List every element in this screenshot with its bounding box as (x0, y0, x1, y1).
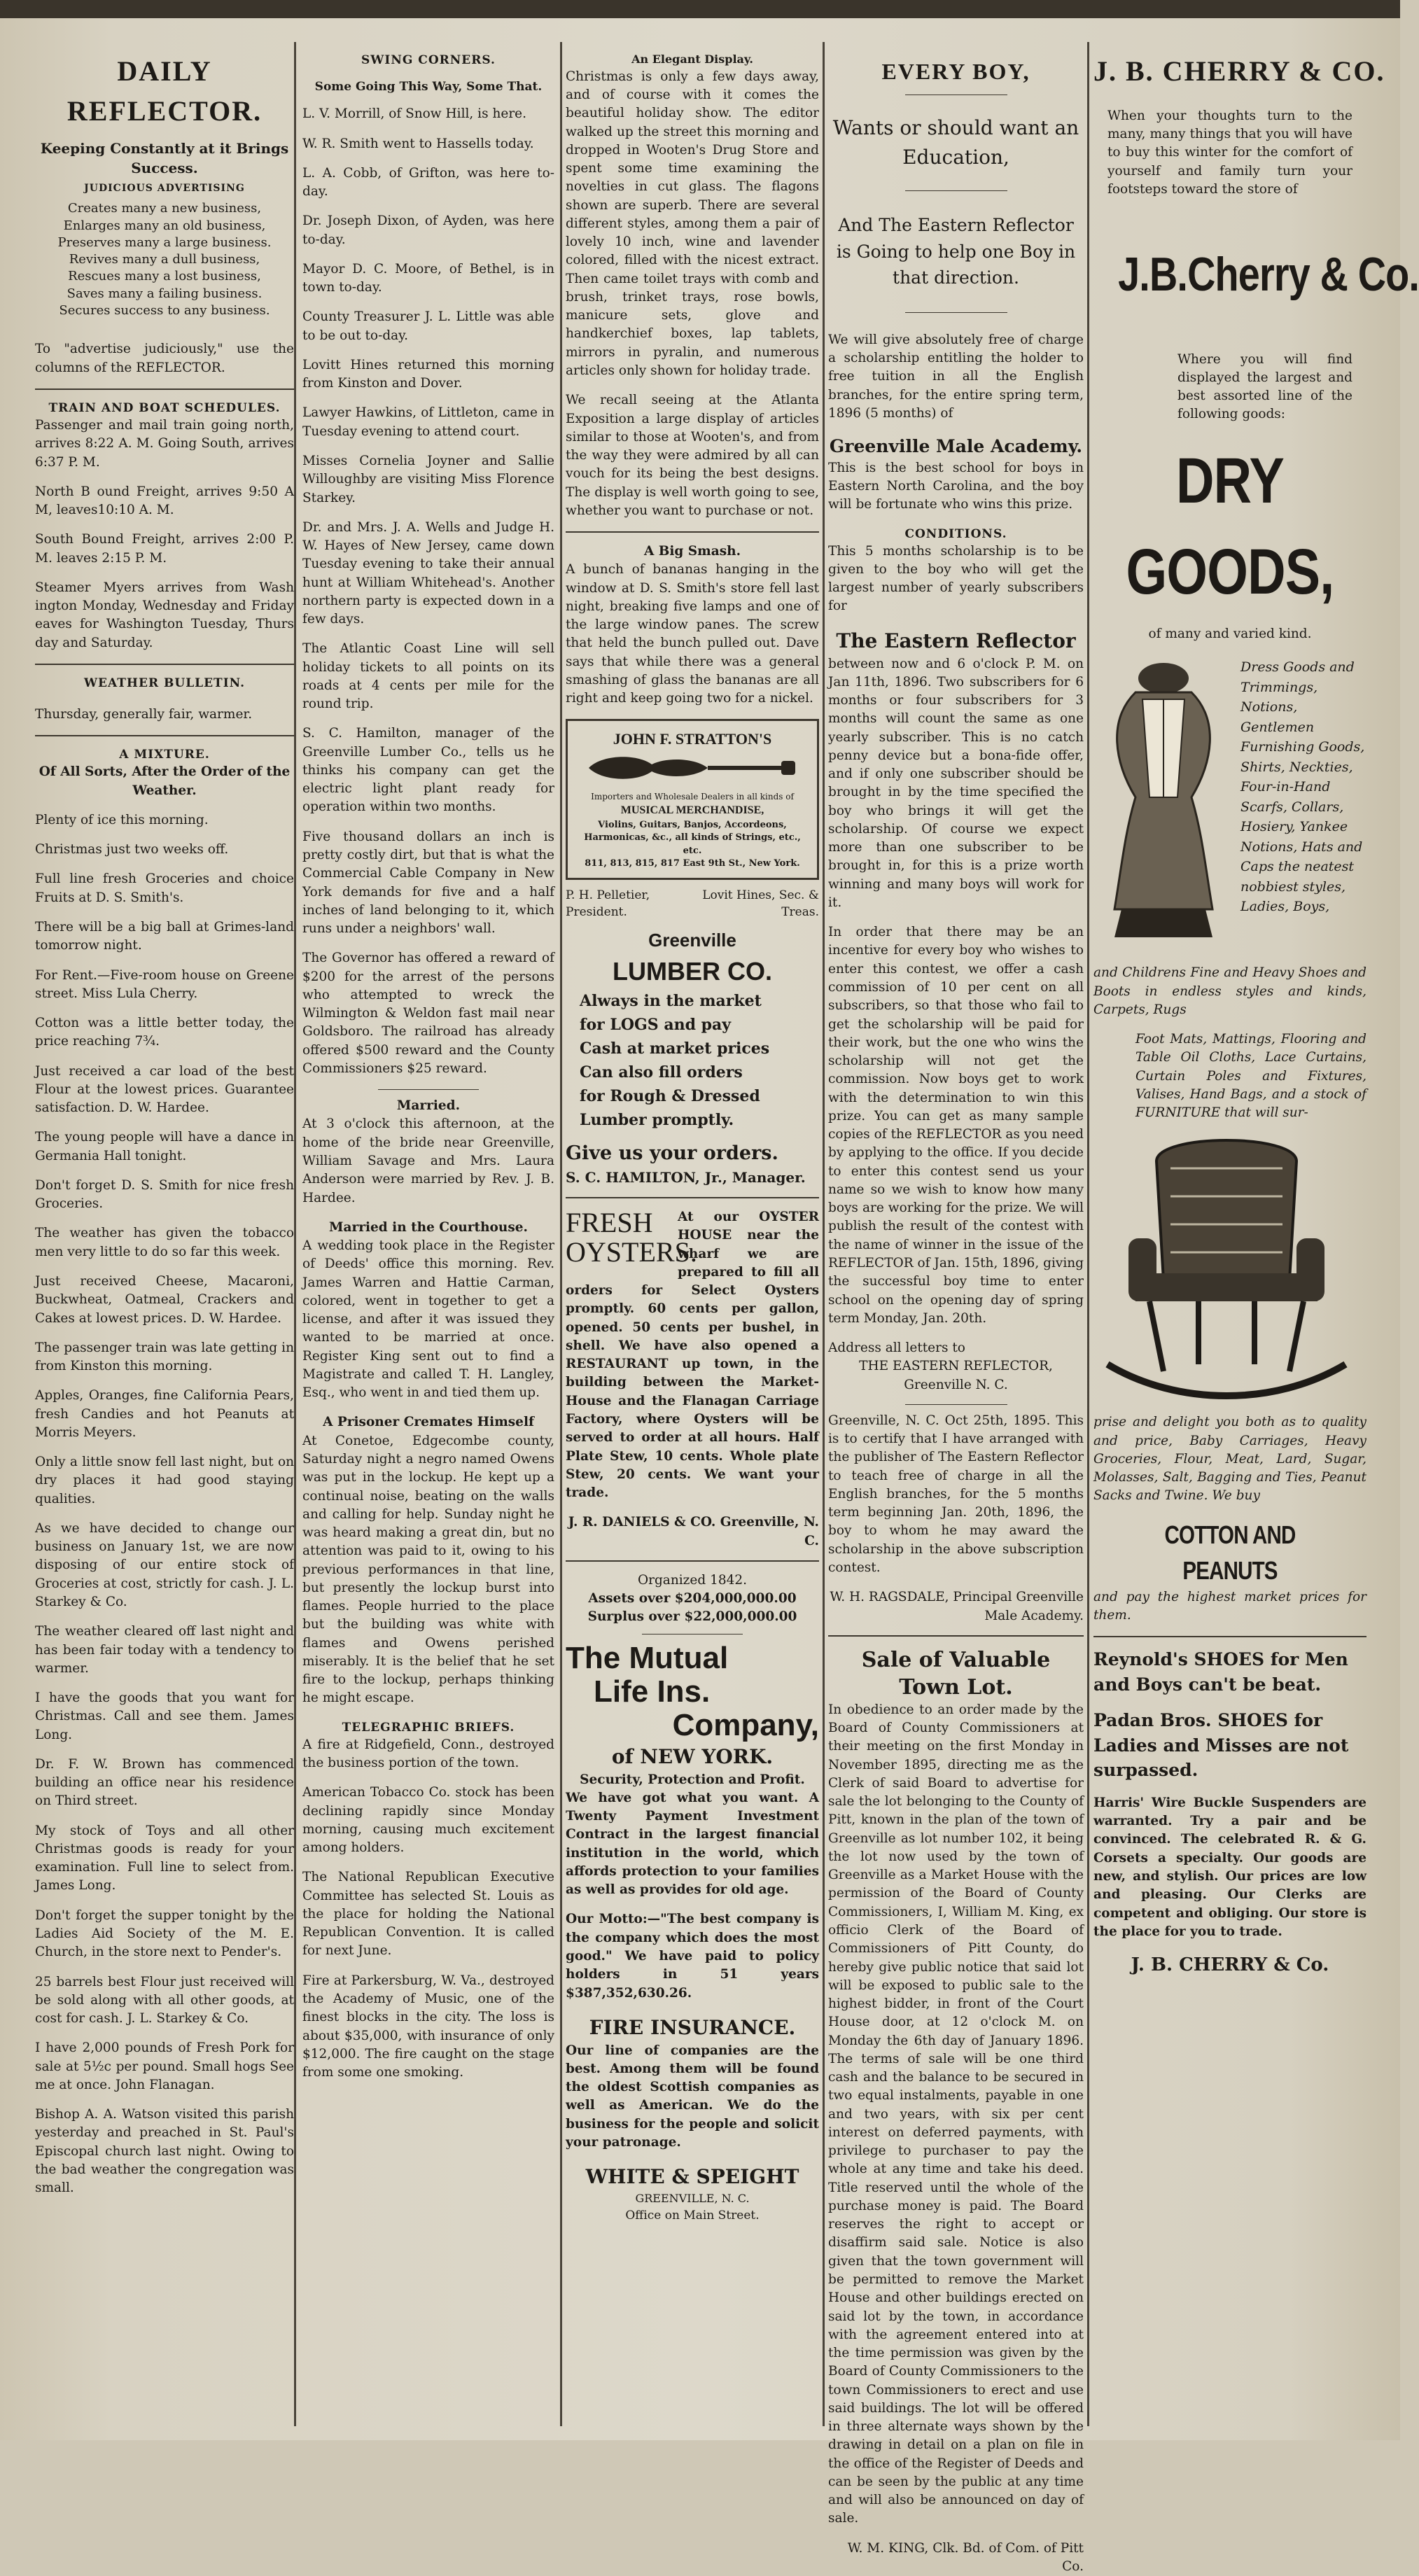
telegraphic-item: A fire at Ridgefield, Conn., destroyed the business portion of the town. (302, 1737, 554, 1771)
schedule-item: South Bound Freight, arrives 2:00 P. M. leaves 2:15 P. M. (35, 532, 294, 566)
column-rule (294, 42, 296, 2426)
dry-goods (1093, 435, 1366, 618)
column-1 (35, 52, 294, 2425)
adv-line: Preserves many a large business. (57, 234, 272, 250)
lumber-line: Lumber promptly. (580, 1111, 734, 1130)
mutual-title: Company, (672, 1708, 819, 1743)
display-text: We recall seeing at the Atlanta Exposition a large display of articles similar to those at Wooten's, and from the way they were admired by all can vouch for its being the best designs. The display is well worth going to see, whether you want to purchase or not. (566, 393, 819, 518)
local-item: The weather cleared off last night and has been fair today with a tendency to warmer. (35, 1624, 294, 1676)
officer-name: Lovit Hines, Sec. & Treas. (702, 888, 819, 919)
adv-line: Revives many a dull business, (69, 252, 260, 267)
column-4 (828, 52, 1084, 2574)
personal-item: Mayor D. C. Moore, of Bethel, is in town to-day. (302, 261, 554, 295)
masthead: DAILY REFLECTOR. (67, 55, 263, 127)
column-rule (823, 42, 825, 2426)
display-heading: An Elegant Display. (631, 52, 753, 66)
local-item: Don't forget D. S. Smith for nice fresh Groceries. (35, 1177, 294, 1212)
cherry-script (1093, 241, 1419, 309)
fire-text: Our line of companies are the best. Among them will be found the oldest Scottish companies as well as American. We do the business for the people and solicit your patronage. (566, 2043, 819, 2150)
cherry-found: Where you will find displayed the largest and best assorted line of the following goods: (1177, 351, 1352, 422)
schedule-heading: TRAIN AND BOAT SCHEDULES. (48, 400, 281, 415)
cotton-peanuts-text: COTTON AND PEANUTS (1164, 1520, 1296, 1585)
telegraphic-item: American Tobacco Co. stock has been declining rapidly since Monday morning, causing much excitement among holders. (302, 1785, 554, 1856)
white-speight-office: Office on Main Street. (625, 2208, 760, 2222)
local-item: There will be a big ball at Grimes-land tomorrow night. (35, 920, 294, 953)
lumber-manager: S. C. HAMILTON, Jr., Manager. (566, 1168, 806, 1186)
lumber-line: for LOGS and pay (580, 1015, 732, 1034)
personal-item: Five thousand dollars an inch is pretty costly dirt, but that is what the Commercial Cable Company in New York demands for five and a half inches of land belonging to it, which runs under a neighbors' wall. (302, 829, 554, 937)
corset-illustration-icon (1093, 657, 1233, 951)
stratton-line: MUSICAL MERCHANDISE, (620, 804, 764, 817)
offer-text: We will give absolutely free of charge a scholarship entitling the holder to free tuition in all the English branches, for the entire spring term, 1896 (5 months) of (828, 332, 1084, 421)
personal-item: Misses Cornelia Joyner and Sallie Willoughby are visiting Miss Florence Starkey. (302, 453, 554, 505)
address-text: THE EASTERN REFLECTOR, Greenville N. C. (859, 1359, 1053, 1392)
harris-text: Harris' Wire Buckle Suspenders are warranted. Try a pair and be convinced. The celebrated R. & G. Corsets a specialty. Our goods are new, and stylish. Our prices are low and pleasing. Our Clerks are competent and obliging. Our store is the place for you to trade. (1093, 1795, 1366, 1939)
adv-line: Saves many a failing business. (67, 286, 263, 301)
sale-text: In obedience to an order made by the Board of County Commissioners at their meeting on the first Monday in November 1895, directing me as the Clerk of said Board to advertise for sale the lot belonging to the County of Pitt, known in the plan of the town of Greenville as lot number 102, it being the lot now used by the town of Greenville as a Market House with the permission of the Board of County Commissioners, I, William M. King, ex officio Clerk of the Board of Commissioners of Pitt County, do hereby give public notice that said lot will be exposed to public sale to the highest bidder, in front of the Court House door, at 12 o'clock M. on Monday the 6th day of January 1896. The terms of sale will be one third cash and the balance to be secured in two equal instalments, payable in one and two years, with six per cent interest on deferred payments, with privilege to purchaser to pay the whole at any time and take his deed. Title reserved until the whole of the purchase money is paid. The Board reserves the right to accept or disaffirm said sale. Notice is also given that the town government will be permitted to remove the Market House and other buildings erected on said lot by the town, in accordance with the agreement entered into at the time permission was given by the Board of County Commissioners to the town Commissioners to erect and use said buildings. The lot will be offered in three alternate ways shown by the drawing in detail on a plan on file in the office of the Register of Deeds and can be seen by the public at any time and will also be announced on day of sale. (828, 1702, 1084, 2526)
courthouse-heading: Married in the Courthouse. (329, 1219, 528, 1235)
personal-item: Lawyer Hawkins, of Littleton, came in Tuesday evening to attend court. (302, 405, 554, 439)
local-item: As we have decided to change our business on January 1st, we are now disposing of our entire stock of Groceries at cost, strictly for cash. J. L. Starkey & Co. (35, 1520, 294, 1609)
personal-item: S. C. Hamilton, manager of the Greenville Lumber Co., tells us he thinks his company can get the electric light plant ready for operation within two months. (302, 726, 554, 815)
boy-help: And The Eastern Reflector is Going to help one Boy in that direction. (836, 215, 1076, 288)
local-item: Apples, Oranges, fine California Pears, fresh Candies and hot Peanuts at Morris Meyers. (35, 1388, 294, 1440)
personal-item: L. A. Cobb, of Grifton, was here to-day. (302, 165, 554, 200)
white-speight-name: WHITE & SPEIGHT (585, 2165, 799, 2189)
mutual-title: The Mutual (566, 1640, 729, 1675)
schedule-item: Passenger and mail train going north, arrives 8:22 A. M. Going South, arrives 6:37 P. M. (35, 417, 294, 470)
swing-corners-subheading: Some Going This Way, Some That. (314, 80, 543, 94)
adv-line: Creates many a new business, (67, 201, 262, 216)
mutual-surplus: Surplus over $22,000,000.00 (587, 1609, 797, 1625)
mutual-location: of NEW YORK. (611, 1744, 774, 1768)
white-speight-town: GREENVILLE, N. C. (635, 2191, 750, 2205)
condition-text: between now and 6 o'clock P. M. on Jan 11th, 1896. Two subscribers for 6 months or four subscribers for 3 months will count the same as one yearly subscriber. This is no catch penny device but a bona-fide offer, and if only one subscriber should be brought in by the time specified the boy who brings it will get the scholarship. Of course we expect more than one subscriber to be brought in, for this is a prize worth winning and many boys will work for it. (828, 656, 1084, 910)
certificate-text: Greenville, N. C. Oct 25th, 1895. This is to certify that I have arranged with the publisher of The Eastern Reflector to teach free of charge in all the English branches, for the 5 months term beginning Jan. 20th, 1896, the boy to whom he may award the scholarship in the above subscription contest. (828, 1413, 1084, 1575)
local-item: I have 2,000 pounds of Fresh Pork for sale at 5½c per pound. Small hogs See me at once. John Flanagan. (35, 2040, 294, 2092)
advertising-lines (35, 200, 294, 319)
every-boy-heading: EVERY BOY, (881, 59, 1030, 84)
lumber-line: for Rough & Dressed (580, 1087, 760, 1106)
married-text: At 3 o'clock this afternoon, at the home of the bride near Greenville, William Savage and Mrs. Laura Anderson were married by Rev. J. B. Hardee. (302, 1116, 554, 1205)
local-item: Christmas just two weeks off. (35, 842, 229, 858)
personal-item: Dr. and Mrs. J. A. Wells and Judge H. W. Hayes of New Jersey, came down Tuesday evening to take their annual hunt at William Whitehead's. Another northern party is expected down in a few days. (302, 519, 554, 627)
courthouse-text: A wedding took place in the Register of Deeds' office this morning. Rev. James Warren and Hattie Carman, colored, went in together to get a license, and after it was issued they wanted to be married at once. Register King sent out to find a Magistrate and called T. H. Langley, Esq., who went in and tied them up. (302, 1238, 554, 1401)
schedule-item: North B ound Freight, arrives 9:50 A M, leaves10:10 A. M. (35, 484, 294, 518)
sale-heading: Sale of Valuable Town Lot. (861, 1647, 1051, 1700)
fire-heading: FIRE INSURANCE. (589, 2015, 796, 2039)
personal-item: Lovitt Hines returned this morning from Kinston and Dover. (302, 357, 554, 391)
lumber-cta: Give us your orders. (566, 1142, 778, 1165)
advertise-note: To "advertise judiciously," use the columns of the REFLECTOR. (35, 342, 294, 375)
corset-block (1093, 657, 1366, 951)
mutual-tagline: Security, Protection and Profit. (580, 1772, 805, 1787)
lumber-officers (566, 887, 819, 920)
local-item: Plenty of ice this morning. (35, 812, 209, 827)
mixture-subheading: Of All Sorts, After the Order of the Weather. (39, 764, 291, 798)
advertising-heading: JUDICIOUS ADVERTISING (84, 183, 245, 195)
local-item: For Rent.—Five-room house on Greene street. Miss Lula Cherry. (35, 967, 294, 1001)
adv-line: Secures success to any business. (59, 303, 270, 318)
local-item: My stock of Toys and all other Christmas goods is ready for your examination. Full line to select from. James Long. (35, 1823, 294, 1893)
page-top-edge (0, 0, 1400, 18)
prize-text: prise and delight you both as to quality and price, Baby Carriages, Heavy Groceries, Flour, Meat, Lard, Sugar, Molasses, Salt, Bagging and Ties, Peanut Sacks and Twine. We buy (1093, 1415, 1366, 1504)
local-item: I have the goods that you want for Christmas. Call and see them. James Long. (35, 1690, 294, 1742)
cotton-peanuts (1093, 1517, 1366, 1588)
rocking-chair-illustration-icon (1093, 1133, 1359, 1413)
display-text: Christmas is only a few days away, and of course with it comes the beautiful holiday show. The editor walked up the street this morning and dropped in Wooten's Drug Store and spent some time examining the novelties in cut glass. The flagons shown are superb. There are several different styles, among them a pair of lovely 10 inch, wine and lavender colored, filled with the nicest extract. Then came toilet trays with comb and brush, trinket trays, rose bowls, manicure sets, glove and handkerchief boxes, lap tablets, mirrors in pyralin, and numerous articles only shown for holiday trade. (566, 69, 819, 378)
violin-icon (575, 750, 806, 785)
stratton-line: Importers and Wholesale Dealers in all kinds of (591, 791, 794, 802)
column-rule (1087, 42, 1089, 2426)
lumber-title: Greenville (648, 929, 736, 951)
local-item: 25 barrels best Flour just received will be sold along with all other goods, at cost for cash. J. L. Starkey & Co. (35, 1974, 294, 2026)
lumber-line: Always in the market (580, 991, 762, 1010)
personal-item: The Atlantic Coast Line will sell holiday tickets to all points on its roads at 4 cents per mile for the round trip. (302, 641, 554, 712)
oysters-title: FRESH OYSTERS. (566, 1207, 697, 1268)
mutual-organized: Organized 1842. (637, 1572, 748, 1588)
local-item: Cotton was a little better today, the price reaching 7¾. (35, 1016, 294, 1049)
officer-name: P. H. Pelletier, President. (566, 888, 650, 919)
smash-heading: A Big Smash. (643, 544, 741, 559)
shoes-text: and Childrens Fine and Heavy Shoes and Boots in endless styles and kinds, Carpets, Rugs (1093, 965, 1366, 1017)
personal-item: County Treasurer J. L. Little was able to be out to-day. (302, 309, 554, 343)
lumber-line: Cash at market prices (580, 1040, 770, 1058)
mixture-heading: A MIXTURE. (119, 748, 210, 762)
reynolds-text: Reynold's SHOES for Men and Boys can't be beat. (1093, 1649, 1348, 1695)
boy-wants: Wants or should want an Education, (832, 116, 1079, 169)
mutual-assets: Assets over $204,000,000.00 (588, 1591, 797, 1606)
column-3 (566, 52, 819, 2425)
local-item: The passenger train was late getting in from Kinston this morning. (35, 1340, 294, 1374)
column-rule (560, 42, 562, 2426)
lumber-lines (566, 989, 819, 1133)
local-item: Bishop A. A. Watson visited this parish yesterday and preached in St. Paul's Episcopal church last night. Owing to the bad weather the congregation was small. (35, 2107, 294, 2196)
local-item: The weather has given the tobacco men very little to do so far this week. (35, 1226, 294, 1259)
stratton-ad (566, 719, 819, 879)
adv-line: Rescues many a lost business, (68, 269, 261, 284)
local-item: Only a little snow fell last night, but on dry places it had good staying qualities. (35, 1455, 294, 1506)
prisoner-text: At Conetoe, Edgecombe county, Saturday night a negro named Owens was put in the lockup. He kept up a continual noise, beating on the walls and calling for help. Sunday night he was heard making a great din, but no attention was paid to it, owing to his previous performances in that line, but presently the lockup burst into flames. People hurried to the place but the building was white with flames and Owens perished miserably. It is the belief that he set fire to the lockup, perhaps thinking he might escape. (302, 1433, 554, 1706)
stratton-name: JOHN F. STRATTON'S (613, 730, 772, 748)
oysters-text: At our OYSTER HOUSE near the wharf we are prepared to fill all orders for Select Oysters promptly. 60 cents per gallon, opened. 50 cents per bushel, in shell. We have also opened a RESTAURANT up town, in the building between the Market-House and the Flanagan Carriage Factory, where Oysters will be served to order at all hours. Half Plate Stew, 10 cents. Whole plate Stew, 20 cents. We want your trade. (566, 1210, 819, 1501)
cherry-script-text: J.B.Cherry & Co. (1118, 248, 1419, 302)
personal-item: W. R. Smith went to Hassells today. (302, 136, 534, 151)
local-item: Just received Cheese, Macaroni, Buckwheat, Oatmeal, Crackers and Cakes at lowest prices. D. W. Hardee. (35, 1274, 294, 1326)
dry-goods-kinds: of many and varied kind. (1148, 626, 1312, 641)
married-heading: Married. (396, 1098, 461, 1114)
address-label: Address all letters to (828, 1340, 965, 1356)
personal-item: The Governor has offered a reward of $200 for the arrest of the persons who attempted to wreck the Wilmington & Weldon fast mail near Goldsboro. The railroad has already offered $500 reward and the County Commissioners $25 reward. (302, 951, 554, 1076)
padan-text: Padan Bros. SHOES for Ladies and Misses are not surpassed. (1093, 1710, 1349, 1781)
academy-desc: This is the best school for boys in Eastern North Carolina, and the boy will be fortunate who wins this prize. (828, 460, 1084, 512)
mutual-motto: Our Motto:—"The best company is the company which does the most good." We have paid to policy holders in 51 years $387,352,630.26. (566, 1912, 819, 2001)
dry-goods-text: DRY GOODS, (1126, 444, 1334, 608)
eastern-reflector-heading: The Eastern Reflector (836, 629, 1076, 652)
lumber-line: Can also fill orders (580, 1063, 743, 1082)
stratton-line: Violins, Guitars, Banjos, Accordeons, Harmonicas, &c., all kinds of Strings, etc., etc. (584, 819, 801, 856)
adv-line: Enlarges many an old business, (63, 218, 266, 233)
local-item: Full line fresh Groceries and choice Fruits at D. S. Smith's. (35, 872, 294, 905)
condition-text: In order that there may be an incentive for every boy who wishes to enter this contest, we offer a cash commission of 10 per cent on all subscribers, so that those who fail to get the scholarship will be paid for their work, but the one who wins the scholarship will not get the commission. Now boys get to work with the determination to win this prize. You can get as many sample copies of the REFLECTOR as you need by applying to the office. If you decide to enter this contest send us your name so we wish to know how many boys are working for the prize. We will publish the result of the contest with the name of winner in the issue of the REFLECTOR of Jan. 15th, 1896, giving the successful boy time to enter school on the opening day of spring term Monday, Jan. 20th. (828, 925, 1084, 1326)
local-item: The young people will have a dance in Germania Hall tonight. (35, 1130, 294, 1163)
lumber-title: LUMBER CO. (613, 956, 772, 986)
slogan: Keeping Constantly at it Brings Success. (40, 139, 289, 176)
personal-item: L. V. Morrill, of Snow Hill, is here. (302, 106, 526, 122)
local-item: Don't forget the supper tonight by the Ladies Aid Society of the M. E. Church, in the store next to Pender's. (35, 1907, 294, 1960)
dress-goods-list: Dress Goods and Trimmings, Notions, Gentlemen Furnishing Goods, Shirts, Neckties, Four-in-Hand Scarfs, Collars, Hosiery, Yankee Notions, Hats and Caps the neatest nobbiest styles, Ladies, Boys, (1240, 659, 1365, 915)
stratton-line: 811, 813, 815, 817 East 9th St., New York. (585, 858, 800, 869)
certificate-signature: W. H. RAGSDALE, Principal Greenville Male Academy. (830, 1590, 1084, 1623)
telegraphic-item: The National Republican Executive Committee has selected St. Louis as the place for holding the National Republican Convention. It is called for next June. (302, 1870, 554, 1959)
telegraphic-item: Fire at Parkersburg, W. Va., destroyed the Academy of Music, one of the finest blocks in the city. The loss is about $35,000, with insurance of only $12,000. The fire caught on the stage from some one smoking. (302, 1973, 554, 2080)
column-5 (1093, 52, 1419, 2425)
local-item: Dr. F. W. Brown has commenced building an office near his residence on Third street. (35, 1756, 294, 1809)
cherry-title: J. B. CHERRY & CO. (1093, 55, 1385, 87)
mutual-body: We have got what you want. A Twenty Payment Investment Contract in the largest financial institution in the world, which affords protection to your families as well as provides for old age. (566, 1790, 819, 1898)
academy-name: Greenville Male Academy. (829, 436, 1083, 457)
mutual-title: Life Ins. (594, 1674, 711, 1709)
mats-text: Foot Mats, Mattings, Flooring and Table Oil Cloths, Lace Curtains, Curtain Poles and Fixtures, Valises, Hand Bags, and a stock of FURNITURE that will sur- (1135, 1032, 1366, 1121)
weather-heading: WEATHER BULLETIN. (83, 676, 246, 690)
prisoner-heading: A Prisoner Cremates Himself (323, 1415, 534, 1430)
personal-item: Dr. Joseph Dixon, of Ayden, was here to-day. (302, 214, 554, 247)
sale-signature: W. M. KING, Clk. Bd. of Com. of Pitt Co. (847, 2540, 1084, 2574)
column-2 (302, 52, 554, 2425)
local-item: Just received a car load of the best Flour at the lowest prices. Guarantee satisfaction. D. W. Hardee. (35, 1063, 294, 1116)
cherry-intro: When your thoughts turn to the many, many things that you will have to buy this winter for the comfort of yourself and family turn your footsteps toward the store of (1107, 108, 1352, 197)
schedule-item: Steamer Myers arrives from Wash ington Monday, Wednesday and Friday eaves for Washington Tuesday, Thurs day and Saturday. (35, 580, 294, 650)
cherry-signature: J. B. CHERRY & Co. (1131, 1954, 1329, 1976)
pay-text: and pay the highest market prices for them. (1093, 1589, 1366, 1623)
weather-text: Thursday, generally fair, warmer. (35, 707, 253, 722)
condition-text: This 5 months scholarship is to be given to the boy who will get the largest number of yearly subscribers for (828, 543, 1084, 614)
swing-corners-heading: SWING CORNERS. (361, 53, 496, 67)
smash-text: A bunch of bananas hanging in the window at D. S. Smith's store fell last night, breaking five lamps and one of the large window panes. The screw that held the bunch pulled out. Dave says that while there was a general smashing of glass the bananas are all right and keep going two for a nickel. (566, 562, 819, 706)
conditions-heading: CONDITIONS. (904, 526, 1007, 541)
telegraphic-heading: TELEGRAPHIC BRIEFS. (342, 1720, 515, 1735)
oysters-signature: J. R. DANIELS & CO. Greenville, N. C. (568, 1515, 819, 1548)
